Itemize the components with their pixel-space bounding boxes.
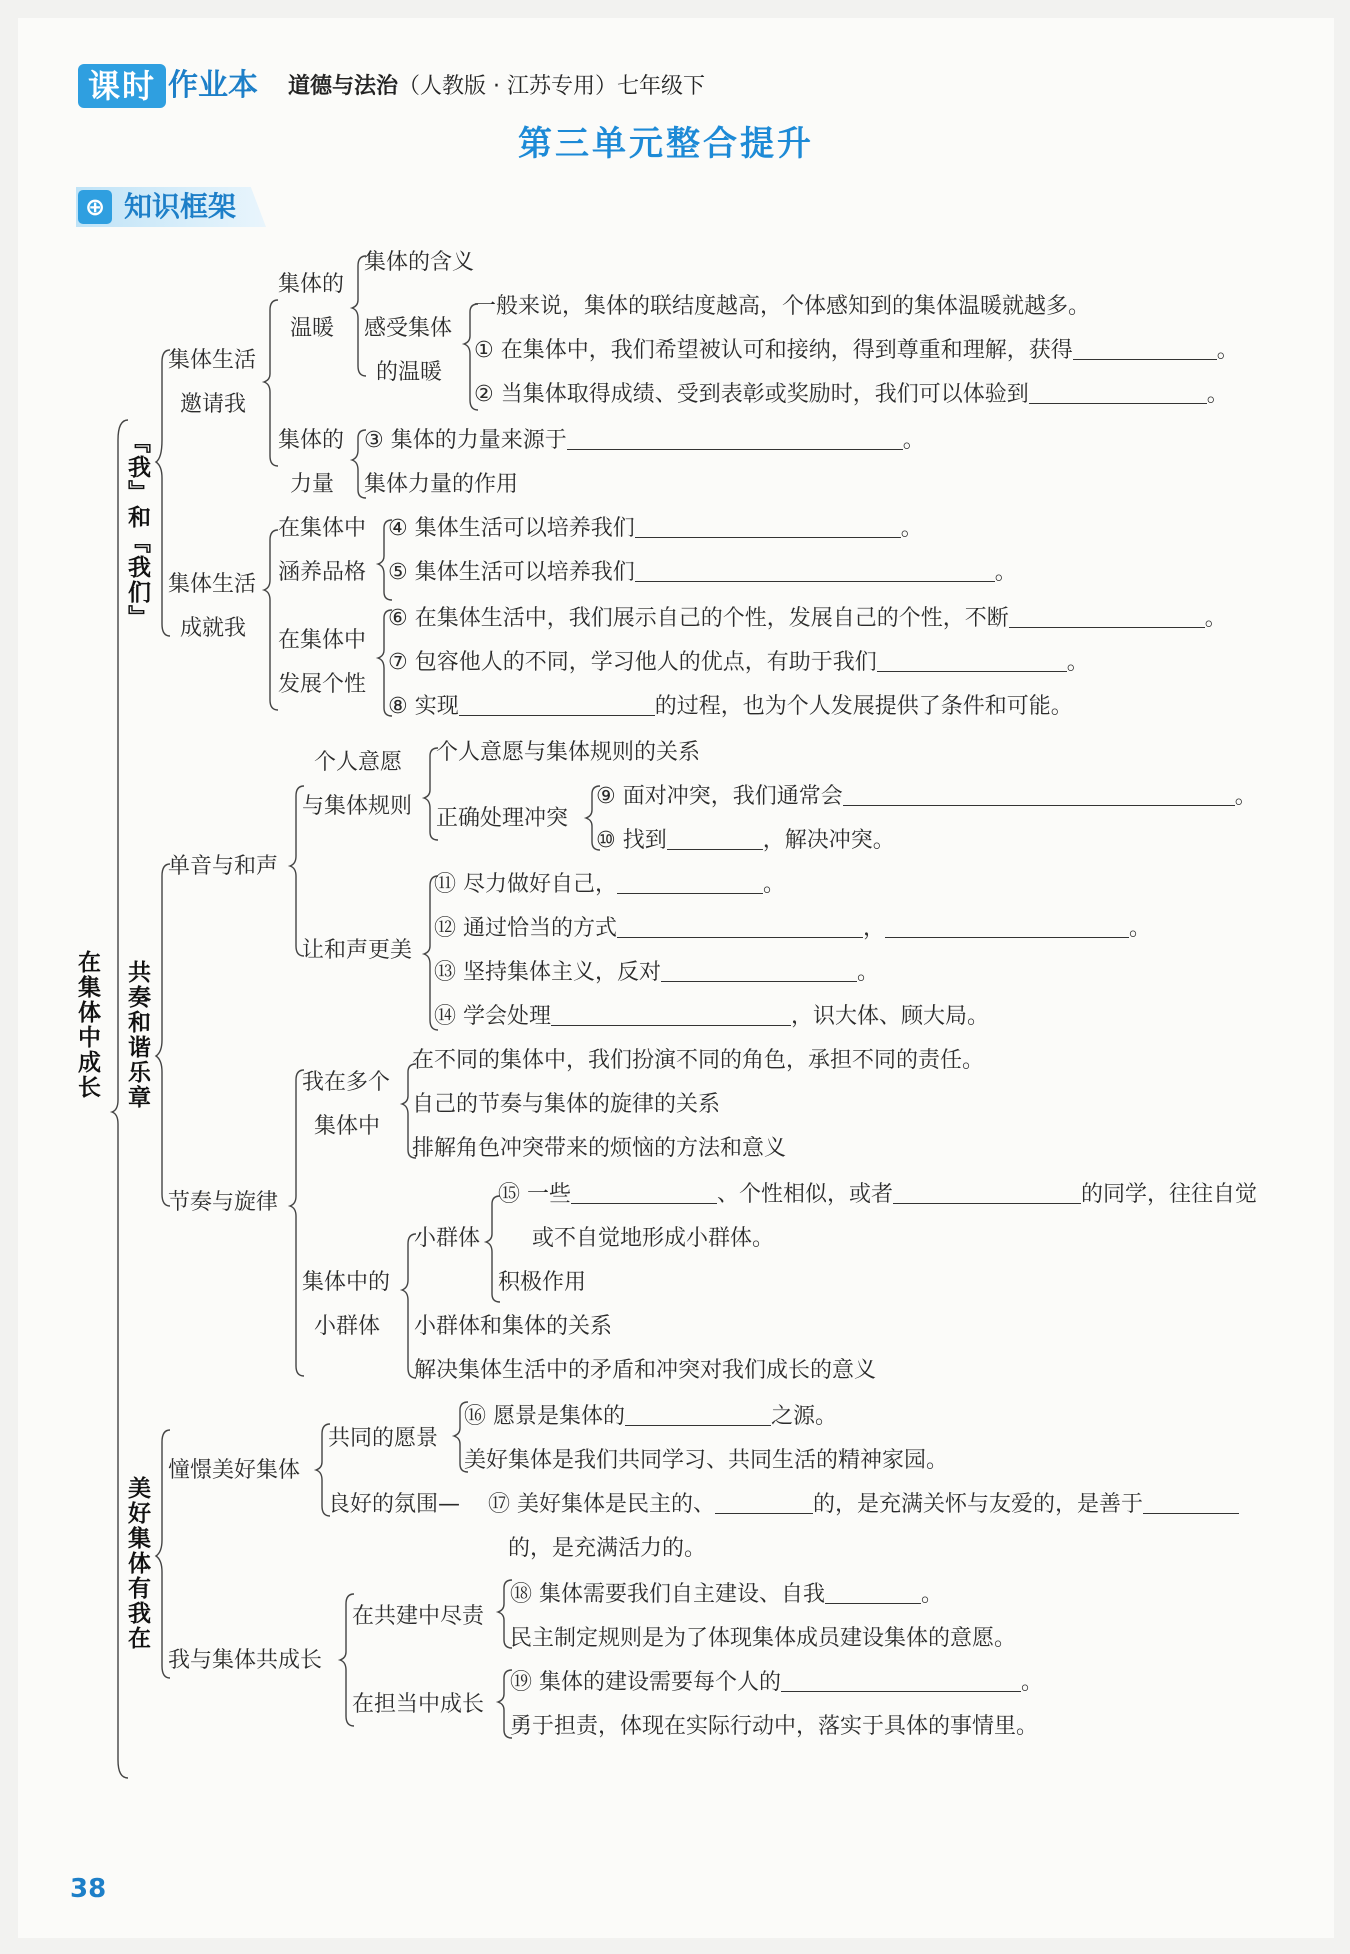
blank-15b[interactable] — [893, 1181, 1081, 1204]
node-r2a: 感受集体 — [364, 316, 453, 341]
blank-16[interactable] — [625, 1403, 771, 1426]
page-title: 第三单元整合提升 — [518, 124, 814, 164]
rhythm-brace — [290, 1070, 304, 1376]
item-3 — [364, 426, 925, 456]
item-8 — [388, 692, 1073, 722]
node-l2e: 在集体中 — [278, 516, 367, 541]
item-19 — [510, 1668, 1043, 1698]
item-18-end: 。 — [921, 1582, 944, 1607]
item-10-text: ⑩ 找到 — [596, 828, 667, 853]
item-9-end: 。 — [1234, 784, 1257, 809]
item-19-end: 。 — [1021, 1670, 1044, 1695]
logo-text: 作业本 — [168, 68, 258, 103]
blank-19[interactable] — [781, 1669, 1021, 1692]
item-14-text: ⑭ 学会处理 — [434, 1004, 551, 1029]
item-6 — [388, 604, 1227, 634]
section-label: 知识框架 — [124, 190, 237, 223]
node-j2a: 我在多个 — [302, 1070, 391, 1095]
item-1 — [474, 336, 1239, 366]
node-l2c: 集体的 — [278, 428, 345, 453]
node-m1a: 个人意愿 — [314, 750, 403, 775]
item-9 — [596, 782, 1257, 812]
node-g1: 我与集体共成长 — [168, 1648, 323, 1673]
blank-1[interactable] — [1073, 337, 1217, 360]
item-9-text: ⑨ 面对冲突，我们通常会 — [596, 784, 843, 809]
node-j7: 小群体 — [414, 1226, 481, 1251]
node-l2b: 温暖 — [290, 316, 335, 341]
node-m1b: 与集体规则 — [302, 794, 413, 819]
item-18 — [510, 1580, 943, 1610]
blank-9[interactable] — [843, 783, 1235, 806]
item-1-end: 。 — [1216, 338, 1239, 363]
node-g4: 民主制定规则是为了体现集体成员建设集体的意愿。 — [510, 1626, 1017, 1651]
item-17-text: ⑰ 美好集体是民主的、 — [488, 1492, 715, 1517]
item-12 — [434, 914, 1151, 944]
item-15 — [498, 1180, 1257, 1210]
item-2 — [474, 380, 1229, 410]
blank-2[interactable] — [1029, 381, 1207, 404]
item-5-text: ⑤ 集体生活可以培养我们 — [388, 560, 635, 585]
node-h5: 良好的氛围— — [328, 1492, 461, 1517]
edition: （人教版 · 江苏专用）七年级下 — [398, 74, 705, 99]
blank-6[interactable] — [1009, 605, 1205, 628]
blank-17b[interactable] — [1143, 1491, 1239, 1514]
blank-18[interactable] — [825, 1581, 921, 1604]
blank-15a[interactable] — [571, 1181, 717, 1204]
node-g5: 在担当中成长 — [352, 1692, 485, 1717]
node-l1b: 邀请我 — [180, 392, 247, 417]
item-14 — [434, 1002, 989, 1032]
node-m6: 让和声更美 — [302, 938, 413, 963]
node-l1d: 成就我 — [180, 616, 247, 641]
node-g7: 勇于担责，体现在实际行动中，落实于具体的事情里。 — [510, 1714, 1039, 1739]
item-19-text: ⑲ 集体的建设需要每个人的 — [510, 1670, 781, 1695]
page-number: 38 — [70, 1874, 107, 1904]
item-12-sep: ， — [863, 916, 886, 941]
node-l2a: 集体的 — [278, 272, 345, 297]
item-10-end: ，解决冲突。 — [762, 828, 895, 853]
node-l2d: 力量 — [290, 472, 335, 497]
blank-4[interactable] — [635, 515, 901, 538]
node-h2: 共同的愿景 — [328, 1426, 439, 1451]
item-12-end: 。 — [1129, 916, 1152, 941]
blank-8[interactable] — [459, 693, 655, 716]
node-l1c: 集体生活 — [168, 572, 257, 597]
knowledge-framework-icon: ⊕ — [78, 190, 112, 224]
node-j2b: 集体中 — [314, 1114, 381, 1139]
root-node: 在集体中成长 — [74, 950, 100, 1100]
logo-badge: 课时 — [78, 64, 166, 108]
blank-3[interactable] — [567, 427, 903, 450]
blank-12a[interactable] — [617, 915, 863, 938]
item-7-end: 。 — [1066, 650, 1089, 675]
node-m3: 正确处理冲突 — [436, 806, 569, 831]
blank-7[interactable] — [877, 649, 1067, 672]
node-j5: 排解角色冲突带来的烦恼的方法和意义 — [412, 1136, 787, 1161]
node-h1: 憧憬美好集体 — [168, 1458, 301, 1483]
item-3-text: ③ 集体的力量来源于 — [364, 428, 567, 453]
node-j10: 积极作用 — [498, 1270, 587, 1295]
node-h7: 的，是充满活力的。 — [508, 1536, 707, 1561]
item-16-end: 之源。 — [771, 1404, 838, 1429]
category-1: 『我』和『我们』 — [124, 430, 150, 630]
item-11-text: ⑪ 尽力做好自己， — [434, 872, 617, 897]
item-3-end: 。 — [902, 428, 925, 453]
node-r7: 集体力量的作用 — [364, 472, 519, 497]
item-15-text: ⑮ 一些 — [498, 1182, 571, 1207]
node-l1a: 集体生活 — [168, 348, 257, 373]
blank-12b[interactable] — [885, 915, 1129, 938]
item-17-mid: 的，是充满关怀与友爱的，是善于 — [813, 1492, 1144, 1517]
blank-17a[interactable] — [715, 1491, 813, 1514]
item-13-end: 。 — [857, 960, 880, 985]
category-3: 美好集体有我在 — [124, 1476, 150, 1651]
item-15-end: 的同学，往往自觉 — [1081, 1182, 1258, 1207]
node-m2: 个人意愿与集体规则的关系 — [436, 740, 701, 765]
item-8-end: 的过程，也为个人发展提供了条件和可能。 — [654, 694, 1073, 719]
l1-brace-b — [264, 530, 278, 710]
item-2-text: ② 当集体取得成绩、受到表彰或奖励时，我们可以体验到 — [474, 382, 1029, 407]
item-17 — [488, 1490, 1239, 1520]
item-11 — [434, 870, 785, 900]
category-2: 共奏和谐乐章 — [124, 960, 150, 1110]
item-15-mid: 、个性相似，或者 — [717, 1182, 894, 1207]
item-13-text: ⑬ 坚持集体主义，反对 — [434, 960, 661, 985]
blank-11[interactable] — [617, 871, 763, 894]
l1-brace-a — [264, 300, 278, 466]
subject-name: 道德与法治 — [288, 74, 399, 99]
item-2-end: 。 — [1206, 382, 1229, 407]
item-11-end: 。 — [763, 872, 786, 897]
node-j6a: 集体中的 — [302, 1270, 391, 1295]
item-4 — [388, 514, 923, 544]
item-5-end: 。 — [994, 560, 1017, 585]
blank-13[interactable] — [661, 959, 857, 982]
node-j12: 解决集体生活中的矛盾和冲突对我们成长的意义 — [414, 1358, 877, 1383]
node-j11: 小群体和集体的关系 — [414, 1314, 613, 1339]
blank-5[interactable] — [635, 559, 995, 582]
node-j9: 或不自觉地形成小群体。 — [532, 1226, 775, 1251]
node-j4: 自己的节奏与集体的旋律的关系 — [412, 1092, 721, 1117]
node-g2: 在共建中尽责 — [352, 1604, 485, 1629]
blank-14[interactable] — [551, 1003, 791, 1026]
node-h4: 美好集体是我们共同学习、共同生活的精神家园。 — [464, 1448, 949, 1473]
node-l2f: 涵养品格 — [278, 560, 367, 585]
item-5 — [388, 558, 1017, 588]
item-10 — [596, 826, 895, 856]
node-r2b: 的温暖 — [376, 360, 443, 385]
item-4-text: ④ 集体生活可以培养我们 — [388, 516, 635, 541]
c2-brace — [156, 864, 170, 1206]
item-16-text: ⑯ 愿景是集体的 — [464, 1404, 625, 1429]
blank-10[interactable] — [667, 827, 763, 850]
item-13 — [434, 958, 879, 988]
node-r1: 集体的含义 — [364, 250, 475, 275]
node-j6b: 小群体 — [314, 1314, 381, 1339]
item-1-text: ① 在集体中，我们希望被认可和接纳，得到尊重和理解，获得 — [474, 338, 1073, 363]
item-7-text: ⑦ 包容他人的不同，学习他人的优点，有助于我们 — [388, 650, 877, 675]
item-8-text: ⑧ 实现 — [388, 694, 459, 719]
node-l2h: 发展个性 — [278, 672, 367, 697]
item-4-end: 。 — [900, 516, 923, 541]
item-6-end: 。 — [1204, 606, 1227, 631]
item-14-end: ，识大体、顾大局。 — [791, 1004, 990, 1029]
item-6-text: ⑥ 在集体生活中，我们展示自己的个性，发展自己的个性，不断 — [388, 606, 1009, 631]
node-m1: 单音与和声 — [168, 854, 279, 879]
node-r3: 一般来说，集体的联结度越高，个体感知到的集体温暖就越多。 — [474, 294, 1091, 319]
node-j3: 在不同的集体中，我们扮演不同的角色，承担不同的责任。 — [412, 1048, 985, 1073]
item-18-text: ⑱ 集体需要我们自主建设、自我 — [510, 1582, 825, 1607]
node-j1: 节奏与旋律 — [168, 1190, 279, 1215]
item-16 — [464, 1402, 837, 1432]
node-l2g: 在集体中 — [278, 628, 367, 653]
item-12-text: ⑫ 通过恰当的方式 — [434, 916, 617, 941]
item-7 — [388, 648, 1089, 678]
